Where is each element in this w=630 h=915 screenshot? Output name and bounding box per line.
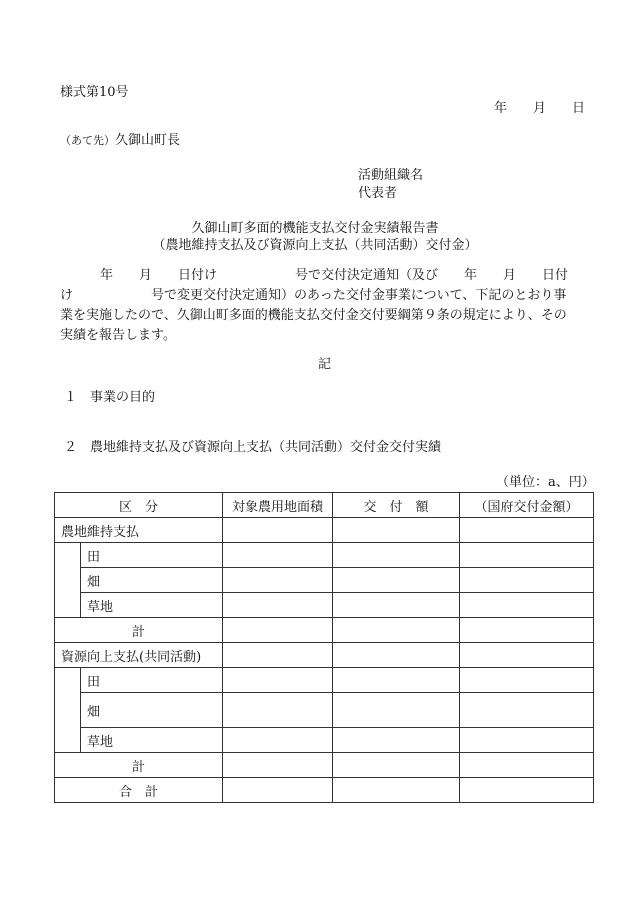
ki-mark: 記: [318, 357, 332, 372]
subtotal-label: 計: [55, 618, 223, 643]
header-category: 区 分: [55, 493, 223, 518]
row-label: 草地: [81, 593, 223, 618]
addressee-line: [60, 133, 180, 149]
table-row: [55, 568, 594, 593]
addressee-prefix: （あて先）: [60, 134, 115, 147]
table-row: [55, 778, 594, 803]
table-row: [55, 668, 594, 693]
row-label: 畑: [81, 693, 223, 728]
rep-label: 代表者: [358, 186, 398, 201]
row-label: 畑: [81, 568, 223, 593]
table-row: [55, 618, 594, 643]
subtotal-label: 計: [55, 753, 223, 778]
table-row: [55, 728, 594, 753]
table-row: [55, 543, 594, 568]
row-label: 草地: [81, 728, 223, 753]
unit-label: （単位：a、円）: [496, 475, 595, 490]
title-line-2: （農地維持支払及び資源向上支払（共同活動）交付金）: [152, 238, 478, 253]
body-paragraph: [60, 266, 590, 346]
table-row: [55, 518, 594, 543]
table-row: [55, 643, 594, 668]
header-national-amount: （国府交付金額）: [460, 493, 594, 518]
section-1-heading: １ 事業の目的: [64, 390, 156, 405]
table-row: [55, 693, 594, 728]
group-label-resource: 資源向上支払(共同活動): [55, 643, 223, 668]
addressee: 久御山町長: [115, 133, 181, 148]
grand-total-label: 合 計: [55, 778, 223, 803]
body-line-1: 年 月 日付け 号で交付決定通知（及び 年 月 日付: [100, 268, 569, 283]
body-line-3: 業を実施したので、久御山町多面的機能支払交付金交付要綱第９条の規定により、その: [60, 308, 567, 323]
header-area: 対象農用地面積: [223, 493, 333, 518]
date-line: 年 月 日: [494, 101, 586, 116]
row-label: 田: [81, 543, 223, 568]
results-table: [54, 492, 594, 803]
table-header-row: [55, 493, 594, 518]
header-amount: 交 付 額: [333, 493, 460, 518]
body-line-4: 実績を報告します。: [60, 328, 176, 343]
title-line-1: 久御山町多面的機能支払交付金実績報告書: [191, 221, 439, 236]
org-label: 活動組織名: [358, 168, 424, 183]
body-line-2: け 号で変更交付決定通知）のあった交付金事業について、下記のとおり事: [60, 288, 567, 303]
group-label-farmland: 農地維持支払: [55, 518, 223, 543]
form-number: 様式第10号: [60, 85, 129, 100]
table-row: [55, 593, 594, 618]
row-label: 田: [81, 668, 223, 693]
section-2-heading: ２ 農地維持支払及び資源向上支払（共同活動）交付金交付実績: [64, 440, 442, 455]
table-row: [55, 753, 594, 778]
